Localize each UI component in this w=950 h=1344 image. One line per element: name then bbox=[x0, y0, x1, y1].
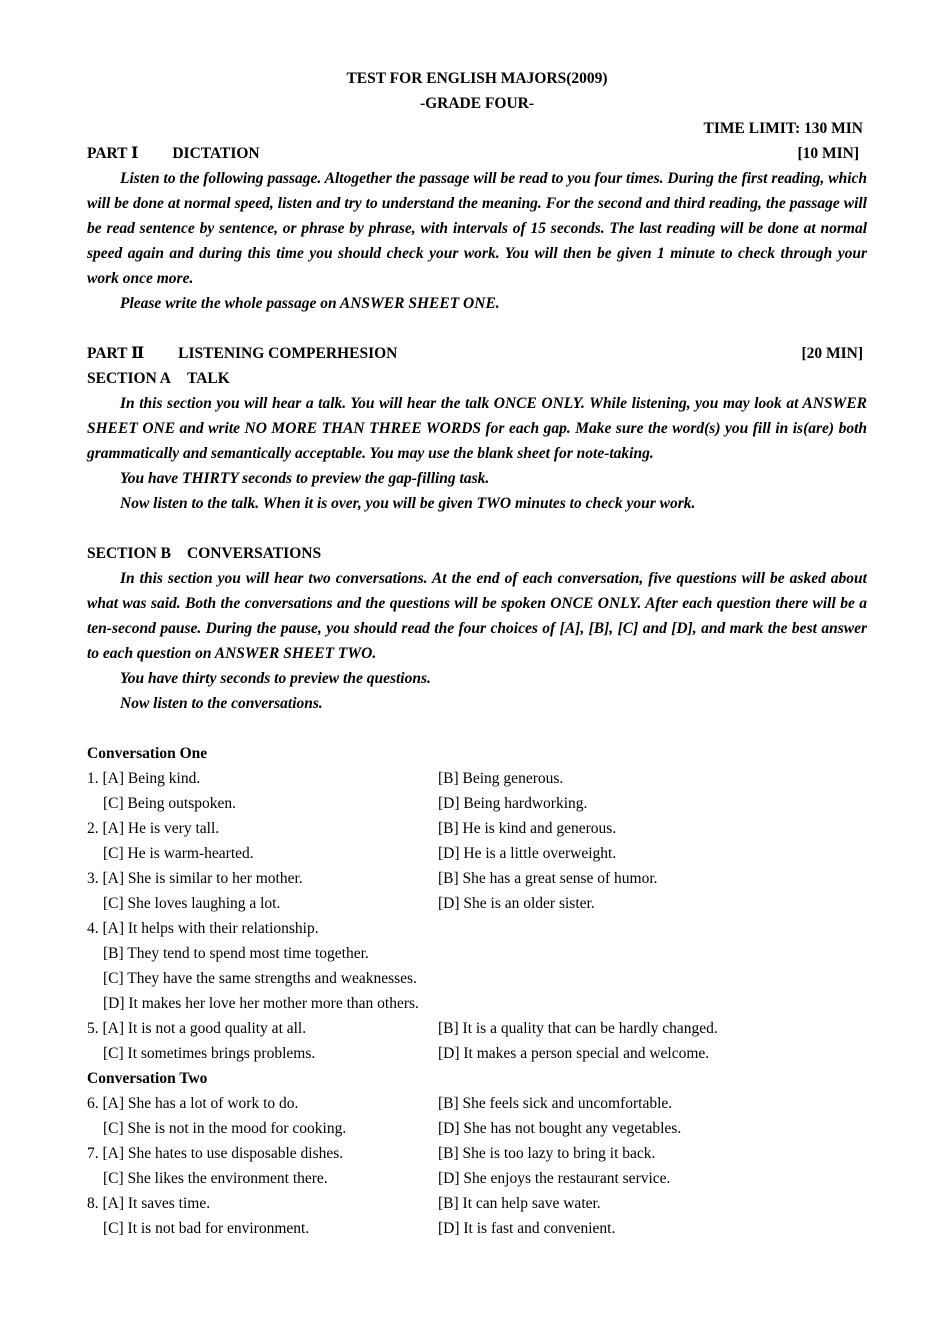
option: [C] He is warm-hearted. bbox=[103, 845, 254, 862]
part2-label: PART Ⅱ bbox=[87, 345, 145, 362]
section-a-instructions: In this section you will hear a talk. You will hear the talk ONCE ONLY. While listening, you may look at ANSWER SHEET ONE and write NO MORE THAN THREE WORDS for each gap. Make sure the word(s) you fill in is(are) both grammatically and semantically acceptable. You may use the blank sheet for note-taking. bbox=[87, 395, 867, 462]
section-a-preview: You have THIRTY seconds to preview the gap-filling task. bbox=[120, 470, 490, 487]
question-2-row-ab bbox=[87, 816, 867, 841]
section-b-instructions: In this section you will hear two conversations. At the end of each conversation, five questions will be asked about what was said. Both the conversations and the questions will be spoken ONCE ONLY. After each question there will be a ten-second pause. During the pause, you should read the four choices of [A], [B], [C] and [D], and mark the best answer to each question on ANSWER SHEET TWO. bbox=[87, 570, 867, 662]
option: [C] Being outspoken. bbox=[103, 795, 237, 812]
question-5-row-cd bbox=[87, 1041, 867, 1066]
part1-label: PART Ⅰ bbox=[87, 145, 139, 162]
question-2-row-cd bbox=[87, 841, 867, 866]
option: [B] Being generous. bbox=[438, 770, 564, 787]
question-6-row-ab bbox=[87, 1091, 867, 1116]
option: [C] She likes the environment there. bbox=[103, 1170, 328, 1187]
option: [B] She is too lazy to bring it back. bbox=[438, 1145, 656, 1162]
option: 7. [A] She hates to use disposable dishes. bbox=[87, 1145, 344, 1162]
section-a-name: TALK bbox=[187, 370, 230, 387]
option: [D] It is fast and convenient. bbox=[438, 1220, 616, 1237]
part2-heading bbox=[87, 341, 867, 366]
part1-time: [10 MIN] bbox=[797, 145, 859, 162]
exam-title: TEST FOR ENGLISH MAJORS(2009) bbox=[346, 70, 608, 87]
section-b-listen: Now listen to the conversations. bbox=[120, 695, 323, 712]
option: 3. [A] She is similar to her mother. bbox=[87, 870, 303, 887]
option: [C] It sometimes brings problems. bbox=[103, 1045, 316, 1062]
option: [B] She has a great sense of humor. bbox=[438, 870, 658, 887]
conversation-one-title: Conversation One bbox=[87, 745, 208, 762]
option: [D] She is an older sister. bbox=[438, 895, 595, 912]
question-4-option-a: 4. [A] It helps with their relationship. bbox=[87, 920, 319, 937]
option: 6. [A] She has a lot of work to do. bbox=[87, 1095, 299, 1112]
part1-instructions: Listen to the following passage. Altogether the passage will be read to you four times. During the first reading, which will be done at normal speed, listen and try to understand the meaning. For the second and third reading, the passage will be read sentence by sentence, or phrase by phrase, with intervals of 15 seconds. The last reading will be done at normal speed again and during this time you should check your work. You will then be given 1 minute to check through your work once more. bbox=[87, 170, 867, 287]
question-3-row-cd bbox=[87, 891, 867, 916]
exam-grade: -GRADE FOUR- bbox=[419, 95, 535, 112]
section-b-label: SECTION B bbox=[87, 545, 171, 562]
option: [B] He is kind and generous. bbox=[438, 820, 617, 837]
option: [B] She feels sick and uncomfortable. bbox=[438, 1095, 673, 1112]
exam-page bbox=[87, 66, 867, 1241]
part1-note: Please write the whole passage on ANSWER SHEET ONE. bbox=[120, 295, 500, 312]
section-a-label: SECTION A bbox=[87, 370, 171, 387]
part2-time: [20 MIN] bbox=[801, 345, 863, 362]
section-b-preview: You have thirty seconds to preview the questions. bbox=[120, 670, 431, 687]
option: 8. [A] It saves time. bbox=[87, 1195, 211, 1212]
option: 5. [A] It is not a good quality at all. bbox=[87, 1020, 307, 1037]
option: 1. [A] Being kind. bbox=[87, 770, 201, 787]
question-1-row-ab bbox=[87, 766, 867, 791]
question-7-row-ab bbox=[87, 1141, 867, 1166]
question-5-row-ab bbox=[87, 1016, 867, 1041]
option: [D] He is a little overweight. bbox=[438, 845, 617, 862]
question-4-option-b: [B] They tend to spend most time together. bbox=[103, 945, 369, 962]
question-3-row-ab bbox=[87, 866, 867, 891]
question-8-row-cd bbox=[87, 1216, 867, 1241]
question-7-row-cd bbox=[87, 1166, 867, 1191]
conversation-two-title: Conversation Two bbox=[87, 1070, 208, 1087]
question-1-row-cd bbox=[87, 791, 867, 816]
section-b-name: CONVERSATIONS bbox=[187, 545, 322, 562]
option: [D] She has not bought any vegetables. bbox=[438, 1120, 682, 1137]
part1-name: DICTATION bbox=[172, 145, 260, 162]
part2-name: LISTENING COMPERHESION bbox=[178, 345, 398, 362]
question-8-row-ab bbox=[87, 1191, 867, 1216]
option: [B] It is a quality that can be hardly changed. bbox=[438, 1020, 718, 1037]
option: [C] She loves laughing a lot. bbox=[103, 895, 281, 912]
option: [C] It is not bad for environment. bbox=[103, 1220, 310, 1237]
question-6-row-cd bbox=[87, 1116, 867, 1141]
option: 2. [A] He is very tall. bbox=[87, 820, 220, 837]
question-4-option-d: [D] It makes her love her mother more than others. bbox=[103, 995, 419, 1012]
section-a-listen: Now listen to the talk. When it is over, you will be given TWO minutes to check your work. bbox=[120, 495, 696, 512]
option: [D] Being hardworking. bbox=[438, 795, 588, 812]
option: [D] She enjoys the restaurant service. bbox=[438, 1170, 671, 1187]
section-b-heading bbox=[87, 541, 867, 566]
time-limit: TIME LIMIT: 130 MIN bbox=[703, 120, 863, 137]
option: [D] It makes a person special and welcome. bbox=[438, 1045, 710, 1062]
part1-heading bbox=[87, 141, 867, 166]
option: [C] She is not in the mood for cooking. bbox=[103, 1120, 347, 1137]
option: [B] It can help save water. bbox=[438, 1195, 601, 1212]
question-4-option-c: [C] They have the same strengths and weaknesses. bbox=[103, 970, 417, 987]
section-a-heading bbox=[87, 366, 867, 391]
